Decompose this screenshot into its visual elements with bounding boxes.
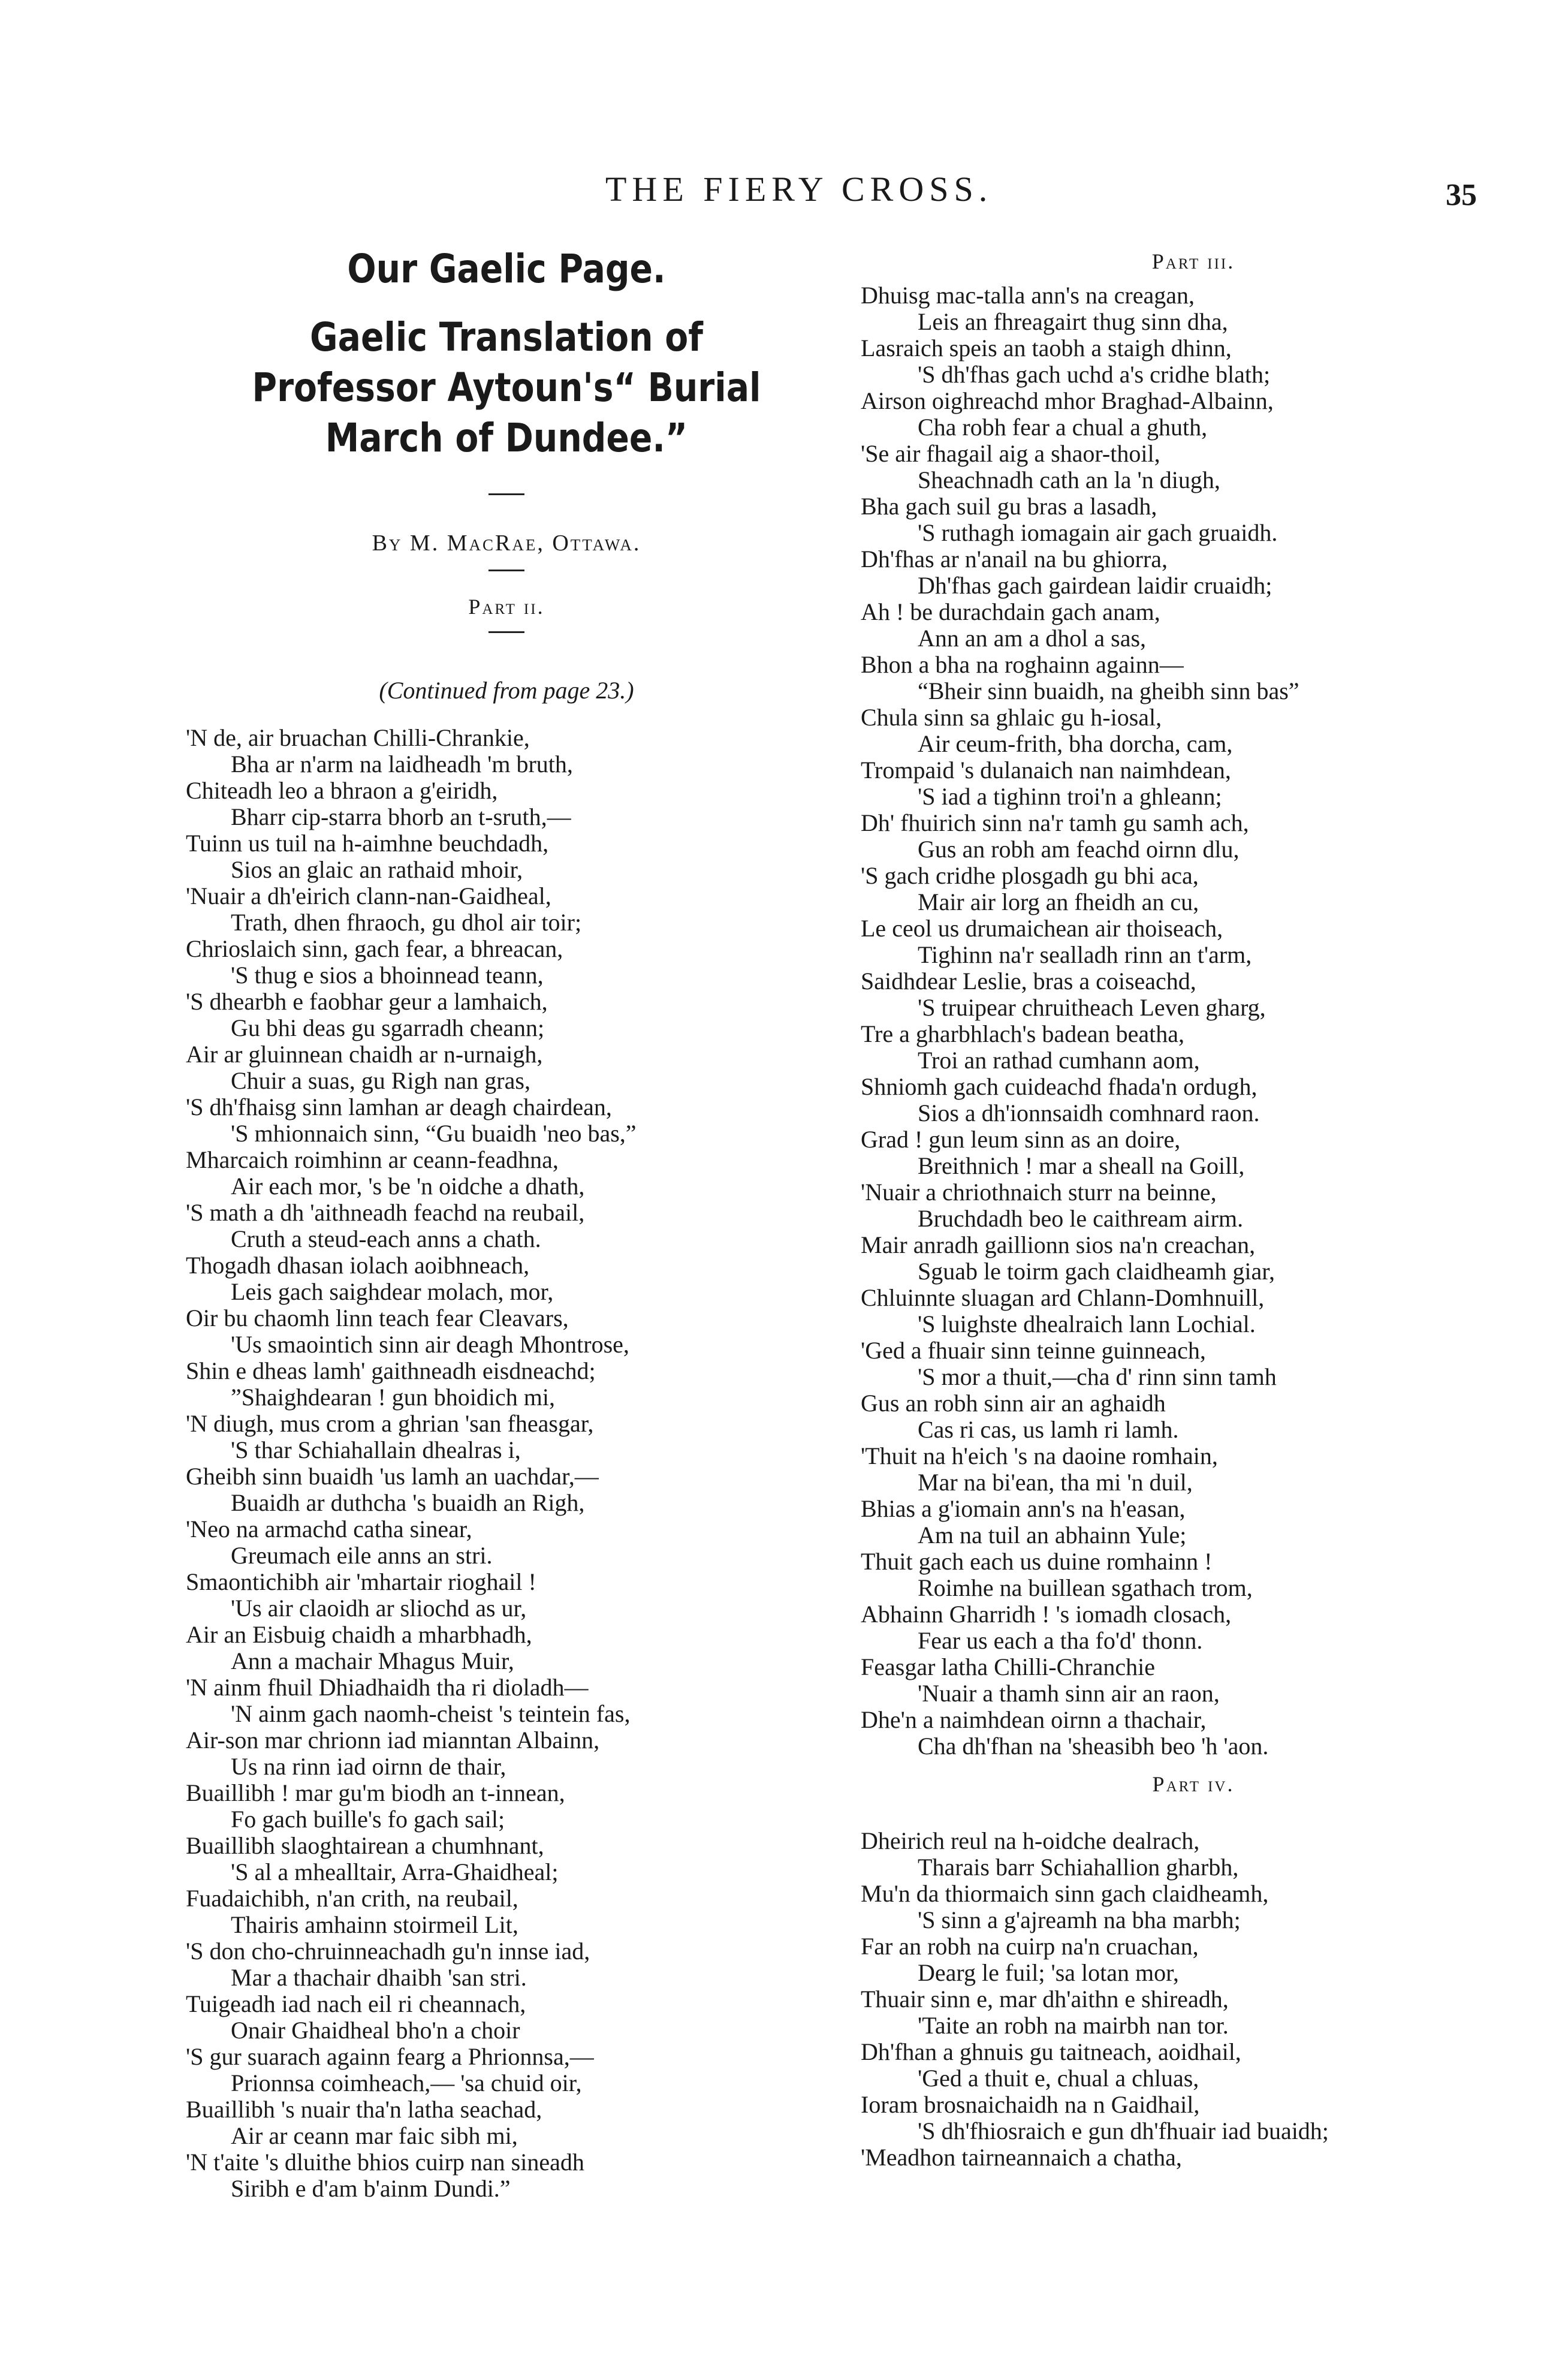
verse-line: Sios a dh'ionnsaidh comhnard raon. [918,1099,1260,1126]
verse-line: Mharcaich roimhinn ar ceann-feadhna, [186,1146,559,1173]
left-column [174,237,839,2202]
verse-line: Ah ! be durachdain gach anam, [861,598,1160,625]
verse-line: 'S gach cridhe plosgadh gu bhi aca, [861,862,1199,889]
verse-line: Gus an robh am feachd oirnn dlu, [918,836,1240,863]
verse-line: 'S dhearbh e faobhar geur a lamhaich, [186,988,548,1015]
verse-line: “Bheir sinn buaidh, na gheibh sinn bas” [918,677,1299,704]
verse-line: Dearg le fuil; 'sa lotan mor, [918,1959,1179,1986]
verse-line: 'Thuit na h'eich 's na daoine romhain, [861,1442,1218,1469]
verse-line: Mu'n da thiormaich sinn gach claidheamh, [861,1880,1269,1907]
verse-line: Dhuisg mac-talla ann's na creagan, [861,282,1195,309]
part-ii-rule [488,631,524,633]
verse-line: Fear us each a tha fo'd' thonn. [918,1627,1203,1654]
verse-line: Cas ri cas, us lamh ri lamh. [918,1416,1179,1443]
part-iii-heading: Part iii. [1151,249,1235,273]
byline-rule [488,570,524,571]
verse-line: Sguab le toirm gach claidheamh giar, [918,1258,1275,1285]
verse-line: Bruchdadh beo le caithream airm. [918,1205,1244,1232]
verse-line: 'S ruthagh iomagain air gach gruaidh. [918,519,1278,546]
verse-line: 'Meadhon tairneannaich a chatha, [861,2144,1182,2171]
verse-line: Mair anradh gaillionn sios na'n creachan, [861,1231,1256,1258]
verse-line: Lasraich speis an taobh a staigh dhinn, [861,335,1232,361]
verse-line: Buaillibh 's nuair tha'n latha seachad, [186,2096,542,2123]
verse-line: 'S math a dh 'aithneadh feachd na reubail, [186,1199,585,1226]
verse-line: Fo gach buille's fo gach sail; [231,1806,505,1833]
verse-line: Troi an rathad cumhann aom, [918,1047,1200,1074]
verse-line: Thairis amhainn stoirmeil Lit, [231,1911,518,1938]
verse-line: Bha ar n'arm na laidheadh 'm bruth, [231,751,573,778]
verse-line: Saidhdear Leslie, bras a coiseachd, [861,968,1196,995]
verse-line: Grad ! gun leum sinn as an doire, [861,1126,1181,1153]
verse-line: Gus an robh sinn air an aghaidh [861,1390,1166,1417]
verse-line: 'S mhionnaich sinn, “Gu buaidh 'neo bas,” [231,1120,637,1147]
verse-line: 'S don cho-chruinneachadh gu'n innse iad, [186,1938,590,1965]
verse-line: Sios an glaic an rathaid mhoir, [231,856,523,883]
verse-line: Tuigeadh iad nach eil ri cheannach, [186,1990,526,2017]
page-number: 35 [1446,178,1477,212]
verse-line: Air ceum-frith, bha dorcha, cam, [918,730,1233,757]
verse-line: Dh' fhuirich sinn na'r tamh gu samh ach, [861,809,1249,836]
verse-line: Le ceol us drumaichean air thoiseach, [861,915,1223,942]
verse-line: 'S dh'fhas gach uchd a's cridhe blath; [918,361,1271,388]
verse-line: Trompaid 's dulanaich nan naimhdean, [861,757,1231,784]
verse-line: 'S iad a tighinn troi'n a ghleann; [918,783,1222,810]
verse-line: Buaidh ar duthcha 's buaidh an Righ, [231,1489,585,1516]
verse-line: Shniomh gach cuideachd fhada'n ordugh, [861,1073,1257,1100]
verse-line: 'Nuair a dh'eirich clann-nan-Gaidheal, [186,882,551,909]
verse-line: Far an robh na cuirp na'n cruachan, [861,1933,1199,1960]
verse-line: Breithnich ! mar a sheall na Goill, [918,1152,1245,1179]
verse-line: Dh'fhan a ghnuis gu taitneach, aoidhail, [861,2038,1241,2065]
verse-line: Oir bu chaomh linn teach fear Cleavars, [186,1305,569,1331]
verse-line: Tharais barr Schiahallion gharbh, [918,1854,1239,1881]
verse-line: Dh'fhas gach gairdean laidir cruaidh; [918,572,1272,599]
verse-line: Thuit gach each us duine romhainn ! [861,1548,1213,1575]
verse-line: Bhias a g'iomain ann's na h'easan, [861,1495,1186,1522]
verse-line: Air ar gluinnean chaidh ar n-urnaigh, [186,1041,543,1068]
verse-line: Leis gach saighdear molach, mor, [231,1278,554,1305]
verse-line: Gheibh sinn buaidh 'us lamh an uachdar,— [186,1463,599,1490]
verse-line: Greumach eile anns an stri. [231,1542,493,1569]
verse-line: Mair air lorg an fheidh an cu, [918,888,1199,915]
continued-note: (Continued from page 23.) [379,677,634,704]
verse-line: Chiteadh leo a bhraon a g'eiridh, [186,777,498,804]
verse-line: Feasgar latha Chilli-Chranchie [861,1653,1155,1680]
verse-line: Bha gach suil gu bras a lasadh, [861,493,1157,520]
verse-line: Cha dh'fhan na 'sheasibh beo 'h 'aon. [918,1733,1269,1760]
verse-line: 'N de, air bruachan Chilli-Chrankie, [186,724,530,751]
verse-line: Ann an am a dhol a sas, [918,625,1147,652]
verse-line: 'N diugh, mus crom a ghrian 'san fheasgar, [186,1410,594,1437]
byline: By M. MacRae, Ottawa. [372,531,641,556]
verse-line: 'Nuair a thamh sinn air an raon, [918,1680,1220,1707]
verse-line: Buaillibh slaoghtairean a chumhnant, [186,1832,544,1859]
verse-line: Chuir a suas, gu Righ nan gras, [231,1067,530,1094]
verse-line: 'S dh'fhaisg sinn lamhan ar deagh chairdean, [186,1093,612,1120]
verse-line: Thogadh dhasan iolach aoibhneach, [186,1252,530,1279]
verse-line: Tre a gharbhlach's badean beatha, [861,1020,1184,1047]
verse-line: Bhon a bha na roghainn againn— [861,651,1184,678]
verse-line: Cruth a steud-each anns a chath. [231,1225,541,1252]
verse-line: 'S sinn a g'ajreamh na bha marbh; [918,1906,1241,1933]
verse-line: Tighinn na'r sealladh rinn an t'arm, [918,941,1252,968]
verse-line: Chrioslaich sinn, gach fear, a bhreacan, [186,935,563,962]
verse-line: 'N ainm fhuil Dhiadhaidh tha ri dioladh— [186,1674,589,1701]
verse-line: 'S gur suarach againn fearg a Phrionnsa,— [186,2043,594,2070]
verse-line: 'Ged a fhuair sinn teinne guinneach, [861,1337,1206,1364]
verse-line: Leis an fhreagairt thug sinn dha, [918,308,1228,335]
part-iii-verse [861,282,1526,1760]
verse-line: Tuinn us tuil na h-aimhne beuchdadh, [186,830,549,857]
verse-line: Mar a thachair dhaibh 'san stri. [231,1964,527,1991]
verse-line: 'N ainm gach naomh-cheist 's teintein fas, [231,1700,631,1727]
verse-line: Prionnsa coimheach,— 'sa chuid oir, [231,2069,582,2096]
verse-line: 'Us smaointich sinn air deagh Mhontrose, [231,1331,629,1358]
verse-line: Onair Ghaidheal bho'n a choir [231,2017,520,2044]
verse-line: Gu bhi deas gu sgarradh cheann; [231,1014,545,1041]
verse-line: Chluinnte sluagan ard Chlann-Domhnuill, [861,1284,1265,1311]
verse-line: Us na rinn iad oirnn de thair, [231,1753,506,1780]
verse-line: Trath, dhen fhraoch, gu dhol air toir; [231,909,582,936]
part-iv-heading: Part iv. [1152,1772,1235,1796]
verse-line: 'S truipear chruitheach Leven gharg, [918,994,1266,1021]
verse-line: 'Ged a thuit e, chual a chluas, [918,2065,1199,2092]
verse-line: Shin e dheas lamh' gaithneadh eisdneachd; [186,1357,596,1384]
title-rule [488,493,524,495]
verse-line: ”Shaighdearan ! gun bhoidich mi, [231,1384,555,1411]
verse-line: 'Us air claoidh ar sliochd as ur, [231,1595,527,1622]
verse-line: Mar na bi'ean, tha mi 'n duil, [918,1469,1193,1496]
part-iv-verse [861,1828,1526,2171]
verse-line: Dh'fhas ar n'anail na bu ghiorra, [861,546,1168,573]
part-ii-verse [174,725,839,2202]
verse-line: Air each mor, 's be 'n oidche a dhath, [231,1173,585,1200]
article-subtitle: Gaelic Translation of Professor Aytoun's“ Burial March of Dundee.” [252,314,761,461]
verse-line: Ioram brosnaichaidh na n Gaidhail, [861,2091,1200,2118]
verse-line: 'S thug e sios a bhoinnead teann, [231,962,544,989]
section-title: Our Gaelic Page. [347,246,666,292]
verse-line: Air ar ceann mar faic sibh mi, [231,2122,518,2149]
verse-line: 'S luighste dhealraich lann Lochial. [918,1310,1256,1337]
verse-line: Ann a machair Mhagus Muir, [231,1647,514,1674]
verse-line: 'S mor a thuit,—cha d' rinn sinn tamh [918,1363,1277,1390]
verse-line: Chula sinn sa ghlaic gu h-iosal, [861,704,1162,731]
verse-line: Abhainn Gharridh ! 's iomadh closach, [861,1601,1232,1628]
verse-line: Fuadaichibh, n'an crith, na reubail, [186,1885,518,1912]
verse-line: 'Nuair a chriothnaich sturr na beinne, [861,1179,1217,1206]
part-ii-heading: Part ii. [468,595,545,619]
verse-line: 'Neo na armachd catha sinear, [186,1516,472,1543]
verse-line: Siribh e d'am b'ainm Dundi.” [231,2175,511,2202]
verse-line: Dheirich reul na h-oidche dealrach, [861,1827,1200,1854]
verse-line: 'S thar Schiahallain dhealras i, [231,1436,521,1463]
verse-line: Sheachnadh cath an la 'n diugh, [918,466,1220,493]
verse-line: 'S al a mhealltair, Arra-Ghaidheal; [231,1858,559,1885]
verse-line: Cha robh fear a chual a ghuth, [918,414,1208,441]
verse-line: Smaontichibh air 'mhartair rioghail ! [186,1568,536,1595]
verse-line: Bharr cip-starra bhorb an t-sruth,— [231,803,571,830]
verse-line: 'Se air fhagail aig a shaor-thoil, [861,440,1160,467]
verse-line: Am na tuil an abhainn Yule; [918,1522,1187,1548]
verse-line: Air an Eisbuig chaidh a mharbhadh, [186,1621,532,1648]
verse-line: 'Taite an robh na mairbh nan tor. [918,2012,1229,2039]
right-column [861,237,1526,2171]
running-title: THE FIERY CROSS. [605,170,993,209]
verse-line: Roimhe na buillean sgathach trom, [918,1574,1253,1601]
verse-line: 'S dh'fhiosraich e gun dh'fhuair iad buaidh; [918,2117,1329,2144]
verse-line: Air-son mar chrionn iad mianntan Albainn, [186,1727,600,1754]
verse-line: Buaillibh ! mar gu'm biodh an t-innean, [186,1779,565,1806]
verse-line: 'N t'aite 's dluithe bhios cuirp nan sineadh [186,2149,584,2176]
verse-line: Airson oighreachd mhor Braghad-Albainn, [861,387,1274,414]
verse-line: Thuair sinn e, mar dh'aithn e shireadh, [861,1986,1229,2013]
verse-line: Dhe'n a naimhdean oirnn a thachair, [861,1706,1207,1733]
